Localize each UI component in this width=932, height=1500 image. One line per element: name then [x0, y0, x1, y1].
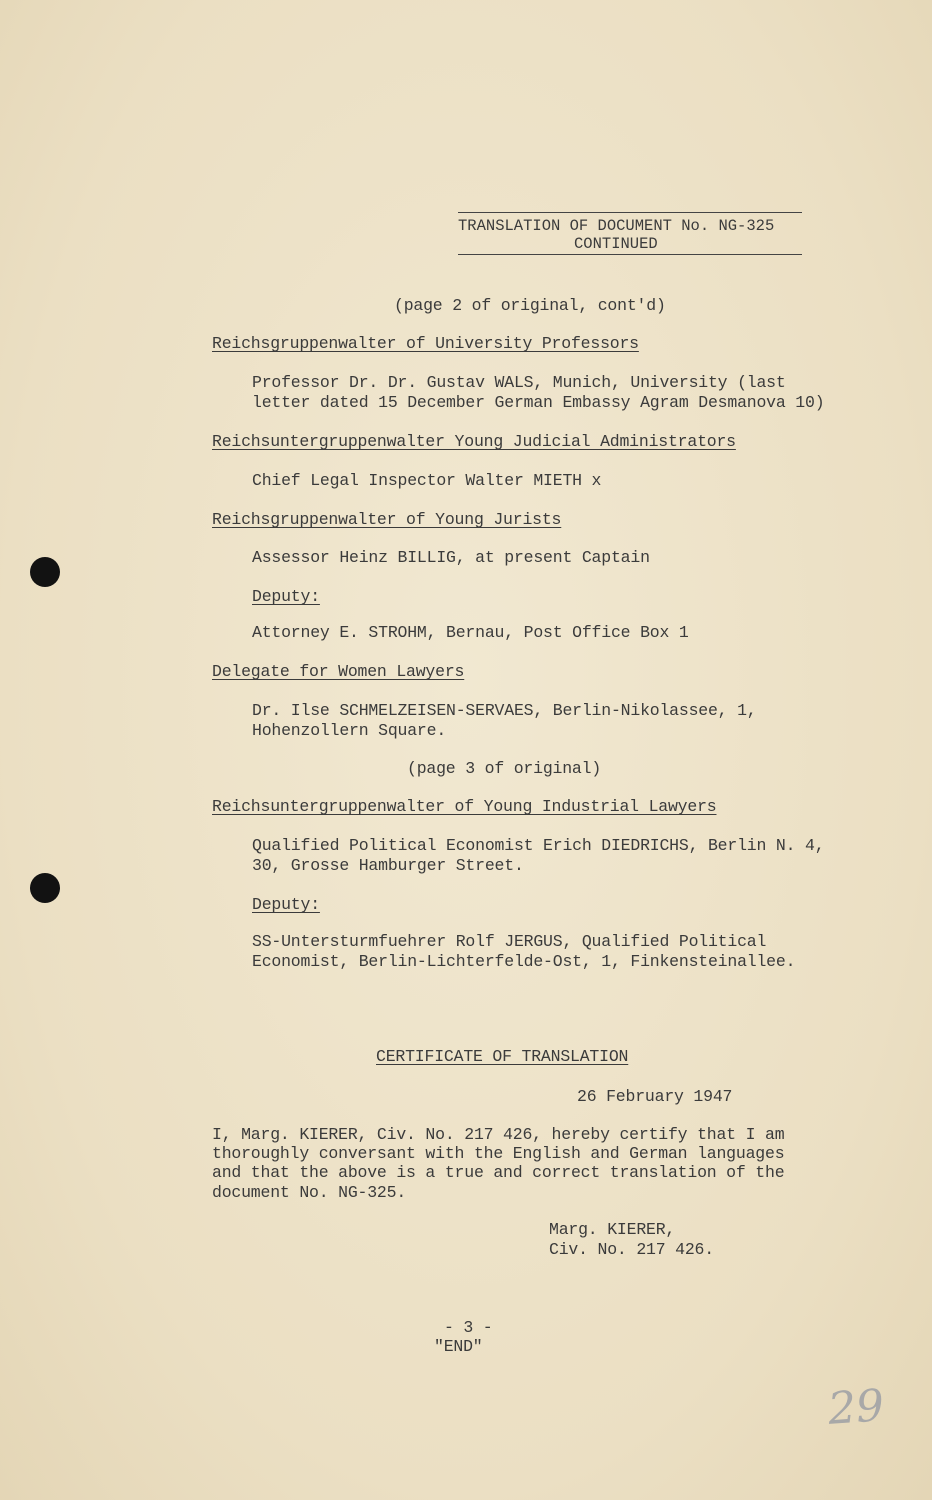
deputy-value-line: Economist, Berlin-Lichterfelde-Ost, 1, Finkensteinallee. — [252, 952, 796, 971]
section-body-line: Hohenzollern Square. — [252, 721, 447, 740]
certificate-text-line: I, Marg. KIERER, Civ. No. 217 426, hereby certify that I am — [212, 1125, 785, 1144]
document-heading — [458, 212, 802, 255]
section-heading-young-jurists: Reichsgruppenwalter of Young Jurists — [212, 510, 562, 529]
section-body-line: Dr. Ilse SCHMELZEISEN-SERVAES, Berlin-Nikolassee, 1, — [252, 701, 757, 720]
section-heading-judicial-administrators: Reichsuntergruppenwalter Young Judicial Administrators — [212, 432, 736, 451]
deputy-value-line: SS-Untersturmfuehrer Rolf JERGUS, Qualified Political — [252, 932, 767, 951]
section-body-line: Qualified Political Economist Erich DIEDRICHS, Berlin N. 4, — [252, 836, 825, 855]
page-number: - 3 - — [444, 1318, 493, 1337]
section-body-line: Assessor Heinz BILLIG, at present Captain — [252, 548, 650, 567]
heading-title: TRANSLATION OF DOCUMENT No. NG-325 — [458, 217, 775, 235]
section-heading-industrial-lawyers: Reichsuntergruppenwalter of Young Industrial Lawyers — [212, 797, 717, 816]
certificate-text-line: and that the above is a true and correct translation of the — [212, 1163, 785, 1182]
punch-hole — [30, 873, 60, 903]
page-3-note: (page 3 of original) — [407, 759, 602, 778]
certificate-date: 26 February 1947 — [577, 1087, 733, 1106]
handwritten-page-number: 29 — [826, 1380, 886, 1435]
certificate-title: CERTIFICATE OF TRANSLATION — [376, 1047, 629, 1066]
certificate-text-line: document No. NG-325. — [212, 1183, 407, 1202]
section-heading-women-lawyers: Delegate for Women Lawyers — [212, 662, 465, 681]
section-body-line: Professor Dr. Dr. Gustav WALS, Munich, University (last — [252, 373, 786, 392]
signature-civ-no: Civ. No. 217 426. — [549, 1240, 714, 1259]
punch-hole — [30, 557, 60, 587]
section-heading-university-professors: Reichsgruppenwalter of University Professors — [212, 334, 639, 353]
end-marker: "END" — [434, 1337, 483, 1356]
page-2-note: (page 2 of original, cont'd) — [394, 296, 666, 315]
section-body-line: letter dated 15 December German Embassy Agram Desmanova 10) — [252, 393, 825, 412]
signature-name: Marg. KIERER, — [549, 1220, 676, 1239]
deputy-value: Attorney E. STROHM, Bernau, Post Office Box 1 — [252, 623, 689, 642]
certificate-text-line: thoroughly conversant with the English and German languages — [212, 1144, 785, 1163]
deputy-label: Deputy: — [252, 587, 320, 606]
section-body-line: 30, Grosse Hamburger Street. — [252, 856, 524, 875]
heading-continued: CONTINUED — [574, 235, 658, 253]
deputy-label: Deputy: — [252, 895, 320, 914]
section-body-line: Chief Legal Inspector Walter MIETH x — [252, 471, 602, 490]
